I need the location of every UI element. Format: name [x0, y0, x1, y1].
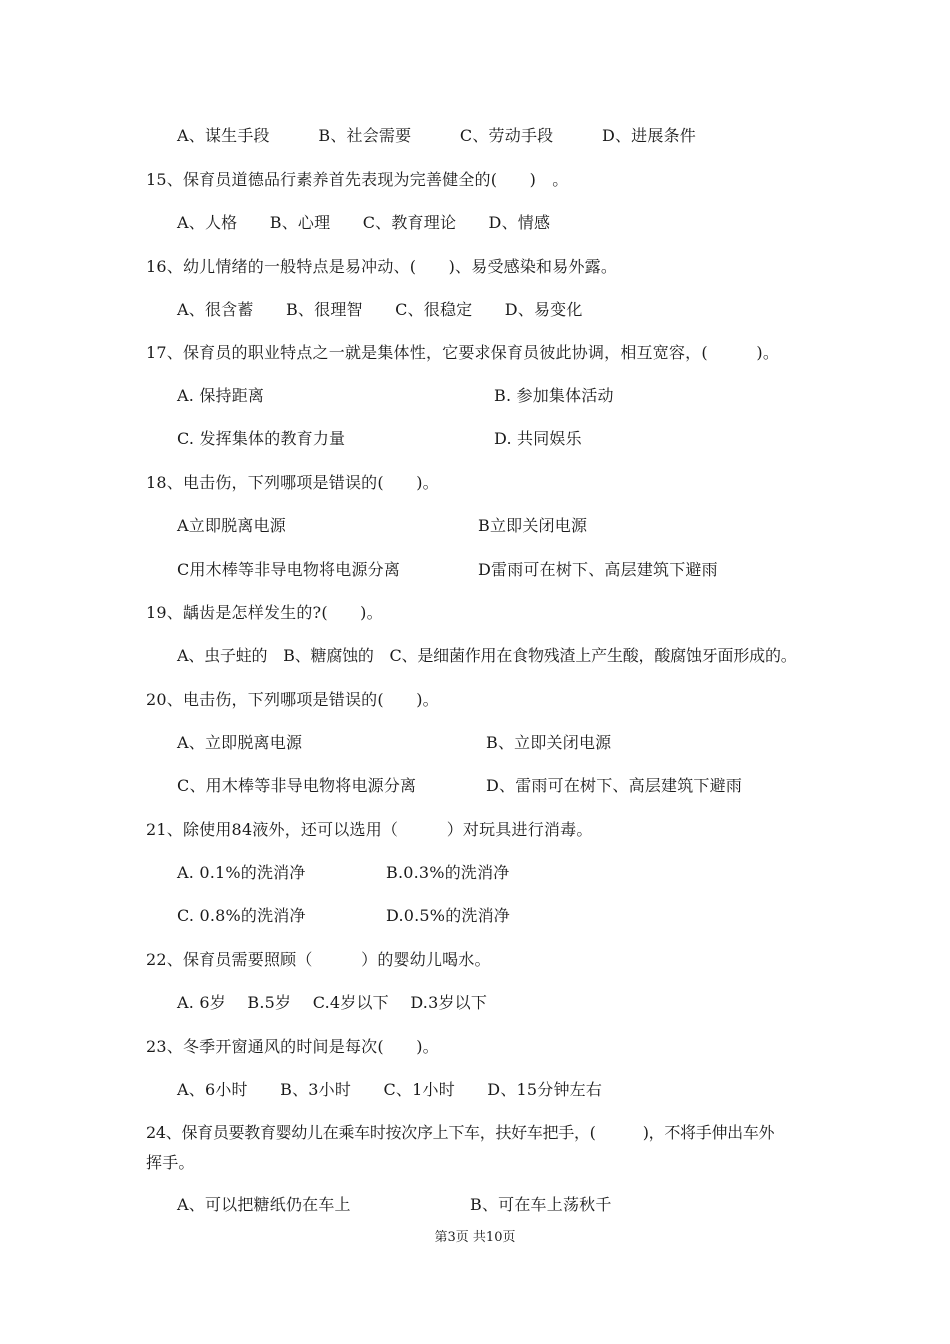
q16-options: A、很含蓄 B、很理智 C、很稳定 D、易变化 — [177, 300, 583, 319]
q16-stem: 16、幼儿情绪的一般特点是易冲动、( )、易受感染和易外露。 — [146, 257, 618, 276]
q24-option-a: A、可以把糖纸仍在车上 — [177, 1195, 351, 1214]
q18-option-a: A立即脱离电源 — [177, 516, 286, 535]
q21-option-d: D.0.5%的洗消净 — [386, 906, 510, 925]
q19-stem: 19、龋齿是怎样发生的?( )。 — [146, 603, 383, 622]
q23-stem: 23、冬季开窗通风的时间是每次( )。 — [146, 1037, 439, 1056]
q21-option-b: B.0.3%的洗消净 — [386, 863, 510, 882]
q21-option-a: A. 0.1%的洗消净 — [177, 863, 306, 882]
q20-option-a: A、立即脱离电源 — [177, 733, 303, 752]
q17-option-b: B. 参加集体活动 — [494, 386, 614, 405]
q14-options: A、谋生手段 B、社会需要 C、劳动手段 D、进展条件 — [177, 126, 696, 145]
q18-option-d: D雷雨可在树下、高层建筑下避雨 — [478, 560, 718, 579]
q17-stem: 17、保育员的职业特点之一就是集体性，它要求保育员彼此协调，相互宽容，( )。 — [146, 343, 780, 362]
q24-option-b: B、可在车上荡秋千 — [470, 1195, 612, 1214]
q22-stem: 22、保育员需要照顾（ ）的婴幼儿喝水。 — [146, 950, 491, 969]
q18-option-b: B立即关闭电源 — [478, 516, 588, 535]
q20-option-d: D、雷雨可在树下、高层建筑下避雨 — [486, 776, 743, 795]
q20-stem: 20、电击伤，下列哪项是错误的( )。 — [146, 690, 439, 709]
q22-options: A. 6岁 B.5岁 C.4岁以下 D.3岁以下 — [177, 993, 488, 1012]
q18-stem: 18、电击伤，下列哪项是错误的( )。 — [146, 473, 439, 492]
q17-option-d: D. 共同娱乐 — [494, 429, 582, 448]
page-number-footer: 第3页 共10页 — [434, 1230, 516, 1245]
q24-stem-continued: 挥手。 — [146, 1153, 195, 1172]
q17-option-a: A. 保持距离 — [177, 386, 265, 405]
q20-option-b: B、立即关闭电源 — [486, 733, 612, 752]
q15-options: A、人格 B、心理 C、教育理论 D、情感 — [177, 213, 551, 232]
q21-option-c: C. 0.8%的洗消净 — [177, 906, 306, 925]
q15-stem: 15、保育员道德品行素养首先表现为完善健全的( ) 。 — [146, 170, 569, 189]
q21-stem: 21、除使用84液外，还可以选用（ ）对玩具进行消毒。 — [146, 820, 593, 839]
q19-options: A、虫子蛀的 B、糖腐蚀的 C、是细菌作用在食物残渣上产生酸，酸腐蚀牙面形成的。 — [177, 646, 797, 665]
q18-option-c: C用木棒等非导电物将电源分离 — [177, 560, 401, 579]
q20-option-c: C、用木棒等非导电物将电源分离 — [177, 776, 417, 795]
q23-options: A、6小时 B、3小时 C、1小时 D、15分钟左右 — [177, 1080, 603, 1099]
q24-stem: 24、保育员要教育婴幼儿在乘车时按次序上下车，扶好车把手，( )，不将手伸出车外 — [146, 1123, 775, 1142]
q17-option-c: C. 发挥集体的教育力量 — [177, 429, 346, 448]
